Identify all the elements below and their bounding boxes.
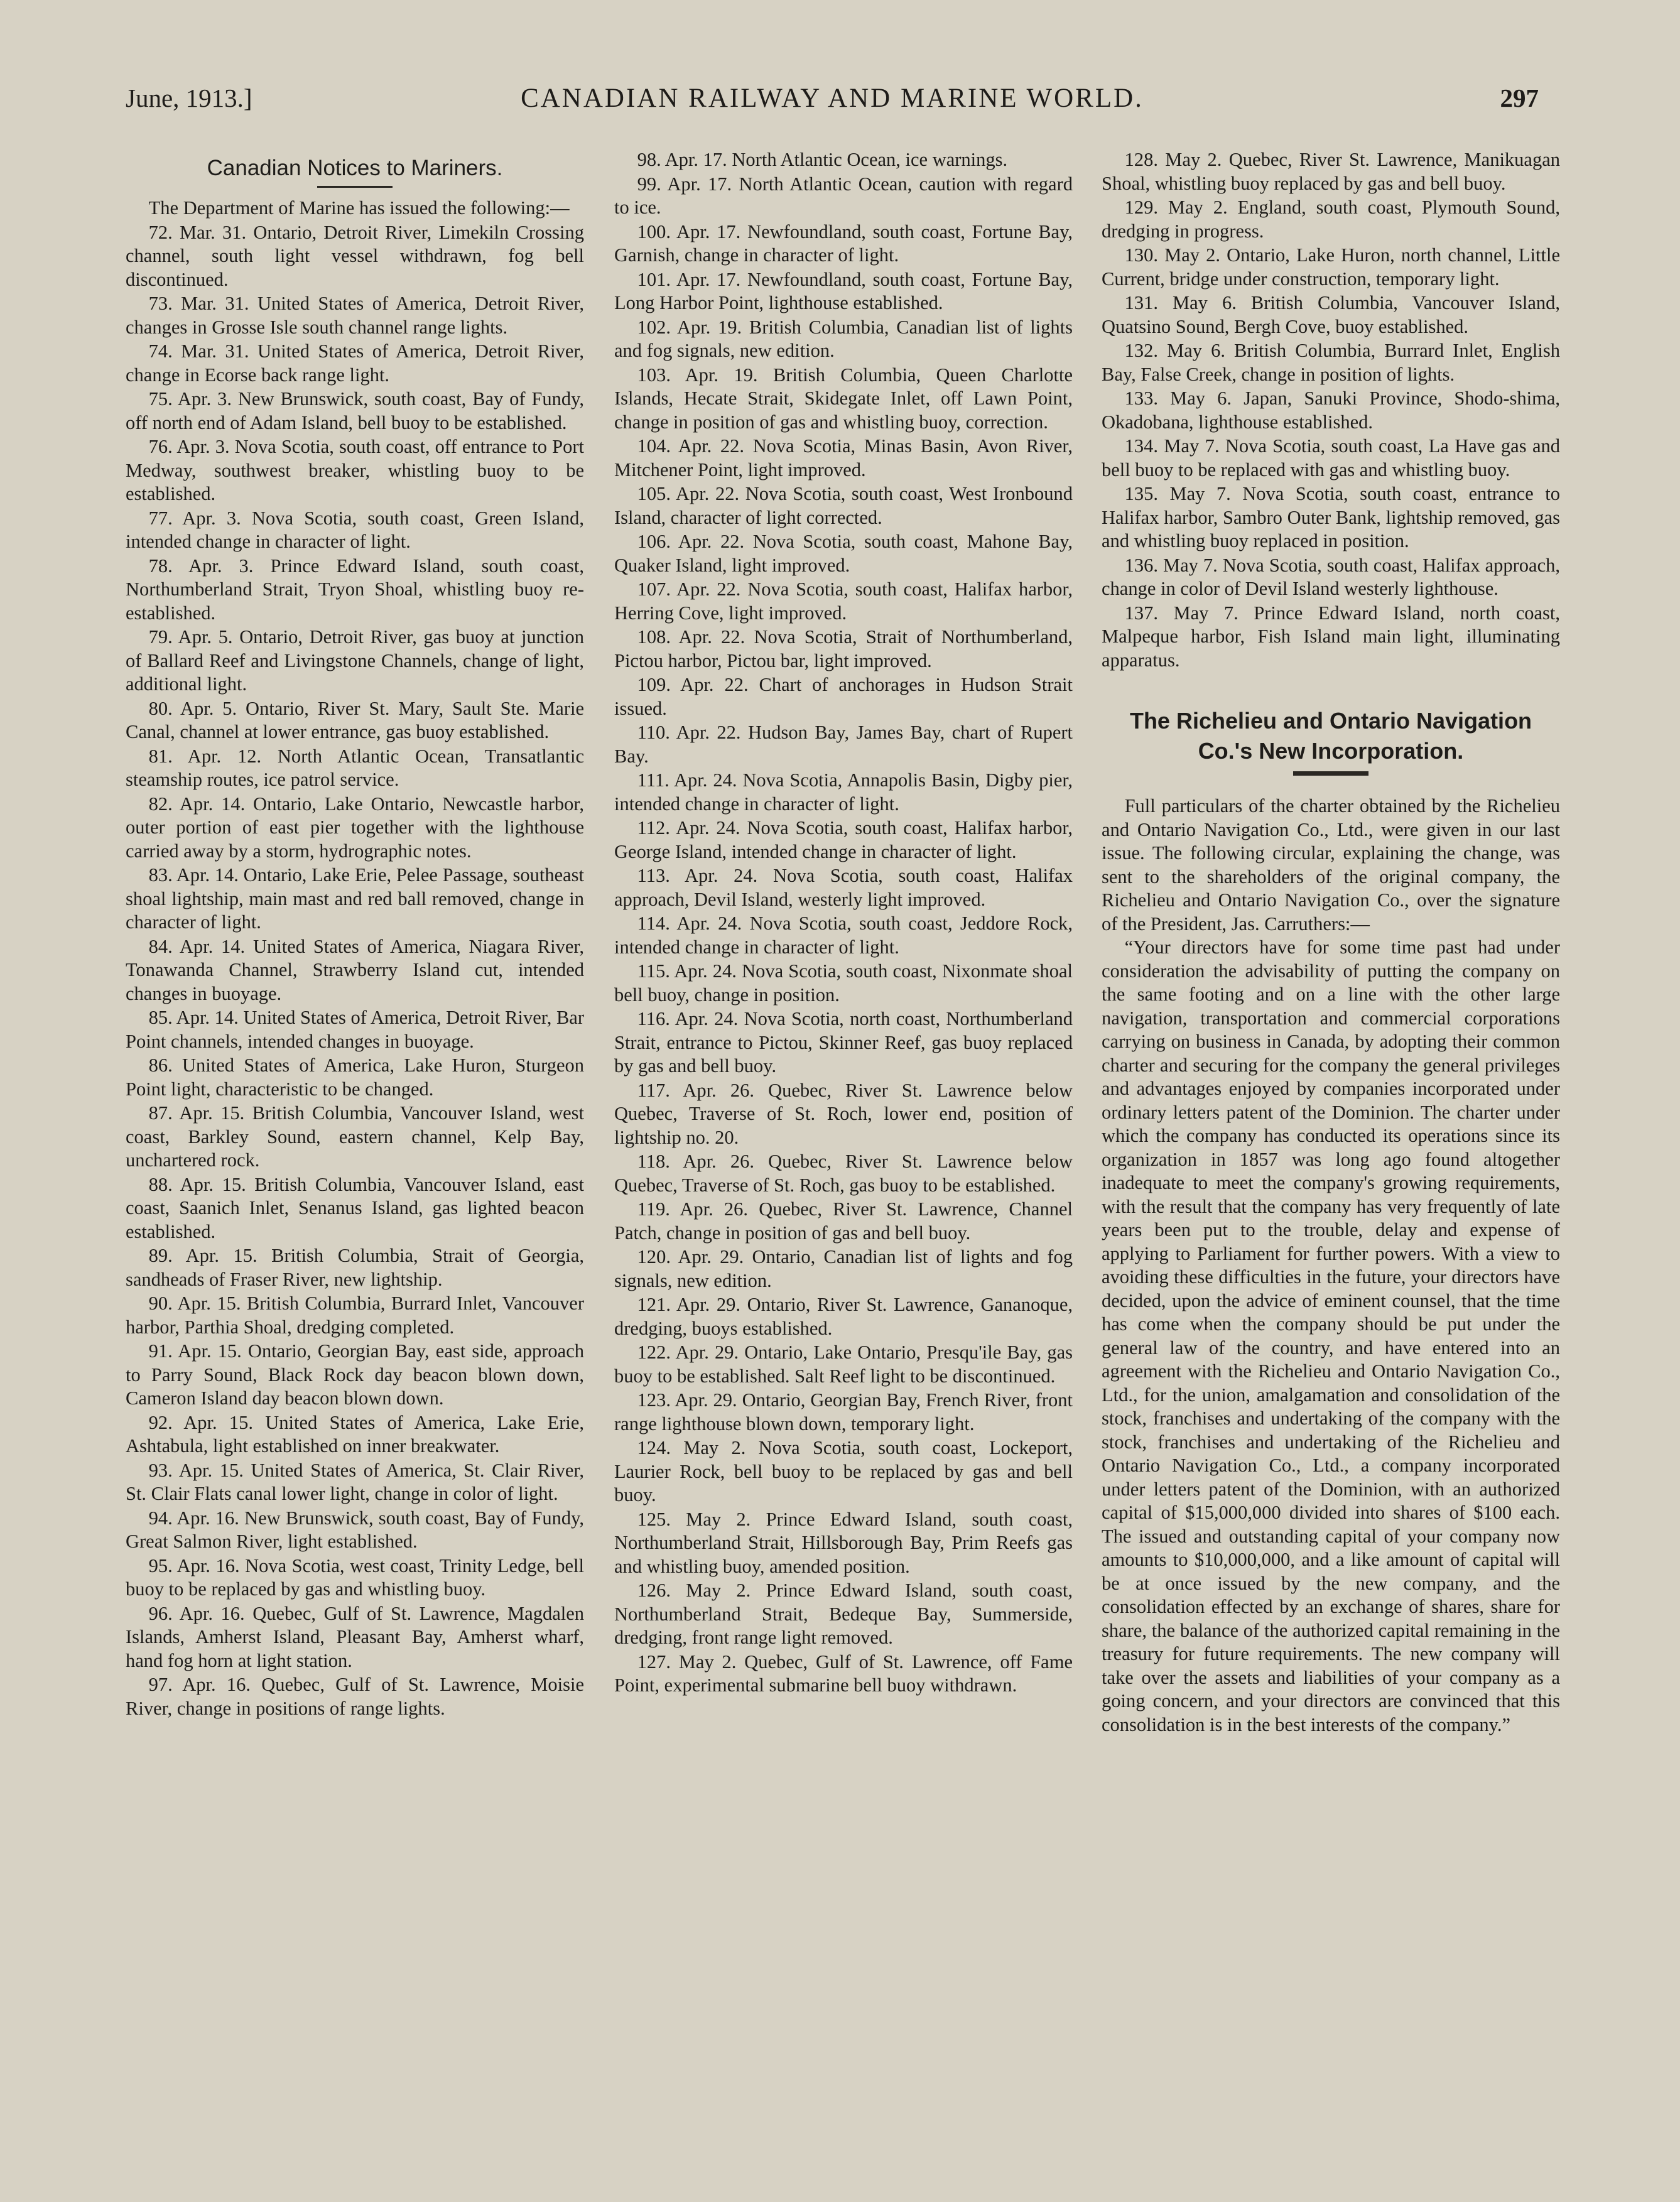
notice-item: 130. May 2. Ontario, Lake Huron, north channel, Little Current, bridge under construction, temporary light. (1102, 244, 1560, 290)
notice-item: 102. Apr. 19. British Columbia, Canadian list of lights and fog signals, new edition. (614, 316, 1073, 361)
notice-item: 73. Mar. 31. United States of America, Detroit River, changes in Grosse Isle south channel range lights. (126, 293, 584, 338)
notice-item: 127. May 2. Quebec, Gulf of St. Lawrence, off Fame Point, experimental submarine bell buoy withdrawn. (614, 1651, 1073, 1696)
notice-item: 129. May 2. England, south coast, Plymouth Sound, dredging in progress. (1102, 197, 1560, 242)
notice-item: 120. Apr. 29. Ontario, Canadian list of lights and fog signals, new edition. (614, 1246, 1073, 1291)
notice-item: 100. Apr. 17. Newfoundland, south coast, Fortune Bay, Garnish, change in character of light. (614, 220, 1073, 266)
notice-item: 126. May 2. Prince Edward Island, south coast, Northumberland Strait, Bedeque Bay, Summerside, dredging, front range light removed. (614, 1580, 1073, 1648)
notice-item: 137. May 7. Prince Edward Island, north coast, Malpeque harbor, Fish Island main light, illuminating apparatus. (1102, 602, 1560, 671)
column-3 (1102, 148, 1560, 1737)
notice-item: 99. Apr. 17. North Atlantic Ocean, caution with regard to ice. (614, 173, 1073, 218)
notice-item: 131. May 6. British Columbia, Vancouver Island, Quatsino Sound, Bergh Cove, buoy established. (1102, 292, 1560, 337)
notice-item: 85. Apr. 14. United States of America, Detroit River, Bar Point channels, intended changes in buoyage. (126, 1007, 584, 1052)
notice-item: 123. Apr. 29. Ontario, Georgian Bay, French River, front range lighthouse blown down, temporary light. (614, 1389, 1073, 1435)
notice-item: 121. Apr. 29. Ontario, River St. Lawrence, Gananoque, dredging, buoys established. (614, 1294, 1073, 1339)
notice-item: 118. Apr. 26. Quebec, River St. Lawrence below Quebec, Traverse of St. Roch, gas buoy to be established. (614, 1151, 1073, 1196)
notice-item: 103. Apr. 19. British Columbia, Queen Charlotte Islands, Hecate Strait, Skidegate Inlet, off Lawn Point, change in position of gas and whistling buoy, correction. (614, 364, 1073, 433)
notice-item: 122. Apr. 29. Ontario, Lake Ontario, Presqu'ile Bay, gas buoy to be established. Salt Reef light to be discontinued. (614, 1342, 1073, 1387)
notice-item: 77. Apr. 3. Nova Scotia, south coast, Green Island, intended change in character of light. (126, 507, 584, 552)
page-number: 297 (1500, 84, 1539, 112)
notices-title: Canadian Notices to Mariners. (207, 156, 503, 180)
notice-item: 74. Mar. 31. United States of America, Detroit River, change in Ecorse back range light. (126, 340, 584, 386)
notice-item: 88. Apr. 15. British Columbia, Vancouver Island, east coast, Saanich Inlet, Senanus Island, gas lighted beacon established. (126, 1173, 584, 1242)
notice-item: 119. Apr. 26. Quebec, River St. Lawrence, Channel Patch, change in position of gas and bell buoy. (614, 1198, 1073, 1244)
notice-item: 89. Apr. 15. British Columbia, Strait of Georgia, sandheads of Fraser River, new lightship. (126, 1245, 584, 1290)
notice-item: 109. Apr. 22. Chart of anchorages in Hudson Strait issued. (614, 674, 1073, 719)
notice-item: 95. Apr. 16. Nova Scotia, west coast, Trinity Ledge, bell buoy to be replaced by gas and whistling buoy. (126, 1554, 584, 1600)
publication-title: CANADIAN RAILWAY AND MARINE WORLD. (521, 84, 1144, 113)
notice-item: 97. Apr. 16. Quebec, Gulf of St. Lawrence, Moisie River, change in positions of range lights. (126, 1674, 584, 1719)
notice-item: 78. Apr. 3. Prince Edward Island, south coast, Northumberland Strait, Tryon Shoal, whistling buoy re-established. (126, 555, 584, 624)
notice-item: 115. Apr. 24. Nova Scotia, south coast, Nixonmate shoal bell buoy, change in position. (614, 960, 1073, 1006)
notice-item: 80. Apr. 5. Ontario, River St. Mary, Sault Ste. Marie Canal, channel at lower entrance, gas buoy established. (126, 697, 584, 742)
notice-item: 98. Apr. 17. North Atlantic Ocean, ice warnings. (637, 149, 1008, 170)
notice-item: 125. May 2. Prince Edward Island, south coast, Northumberland Strait, Hillsborough Bay, Prim Reefs gas and whistling buoy, amended position. (614, 1508, 1073, 1577)
notice-item: 101. Apr. 17. Newfoundland, south coast, Fortune Bay, Long Harbor Point, lighthouse established. (614, 268, 1073, 313)
notice-item: 93. Apr. 15. United States of America, St. Clair River, St. Clair Flats canal lower light, change in color of light. (126, 1459, 584, 1504)
notice-item: 135. May 7. Nova Scotia, south coast, entrance to Halifax harbor, Sambro Outer Bank, lightship removed, gas and whistling buoy replaced in position. (1102, 483, 1560, 551)
issue-date: June, 1913.] (126, 84, 252, 112)
notice-item: 82. Apr. 14. Ontario, Lake Ontario, Newcastle harbor, outer portion of east pier together with the lighthouse carried away by a storm, hydrographic notes. (126, 793, 584, 862)
richelieu-paragraph: “Your directors have for some time past had under consideration the advisability of putting the company on the same footing and on a line with the other large navigation, transportation and commercial corporations carrying on business in Canada, by adopting their common charter and securing for the company the general privileges and advantages enjoyed by companies incorporated under ordinary letters patent of the Dominion. The charter under which the company has conducted its operations since its organization in 1857 was long ago found altogether inadequate to meet the company's growing requirements, with the result that the company has very frequently of late years been put to the trouble, delay and expense of applying to Parliament for further powers. With a view to avoiding these difficulties in the future, your directors have decided, upon the advice of eminent counsel, that the time has come when the company should be put under the general law of the country, and have entered into an agreement with the Richelieu and Ontario Navigation Co., Ltd., for the union, amalgamation and consolidation of the stock, franchises and undertaking of the company with the stock, franchises and undertaking of the Richelieu and Ontario Navigation Co., Ltd., a company incorporated under letters patent of the Dominion, with an authorized capital of $15,000,000 divided into shares of $100 each. The issued and outstanding capital of your company now amounts to $10,000,000, and a like amount of capital will be at once issued by the new company, and the consolidation effected by an exchange of shares, share for share, the balance of the authorized capital remaining in the treasury for future requirements. The new company will take over the assets and liabilities of your company as a going concern, and your directors are convinced that this consolidation is in the best interests of the company.” (1102, 936, 1560, 1735)
richelieu-title-line-2: Co.'s New Incorporation. (1198, 738, 1464, 764)
notice-item: 111. Apr. 24. Nova Scotia, Annapolis Basin, Digby pier, intended change in character of light. (614, 769, 1073, 815)
notice-item: 112. Apr. 24. Nova Scotia, south coast, Halifax harbor, George Island, intended change in character of light. (614, 817, 1073, 862)
notice-item: 86. United States of America, Lake Huron, Sturgeon Point light, characteristic to be changed. (126, 1055, 584, 1100)
notice-item: 79. Apr. 5. Ontario, Detroit River, gas buoy at junction of Ballard Reef and Livingstone Channels, change of light, additional light. (126, 626, 584, 695)
notice-item: 107. Apr. 22. Nova Scotia, south coast, Halifax harbor, Herring Cove, light improved. (614, 578, 1073, 624)
notice-item: 92. Apr. 15. United States of America, Lake Erie, Ashtabula, light established on inner breakwater. (126, 1411, 584, 1456)
notice-item: 76. Apr. 3. Nova Scotia, south coast, off entrance to Port Medway, southwest breaker, whistling buoy to be established. (126, 436, 584, 504)
notice-item: 90. Apr. 15. British Columbia, Burrard Inlet, Vancouver harbor, Parthia Shoal, dredging completed. (126, 1293, 584, 1338)
richelieu-paragraph: Full particulars of the charter obtained by the Richelieu and Ontario Navigation Co., Ltd., were given in our last issue. The following circular, explaining the change, was sent to the shareholders of the original company, the Richelieu and Ontario Navigation Co., over the signature of the President, Jas. Carruthers:— (1102, 795, 1560, 935)
notice-item: 134. May 7. Nova Scotia, south coast, La Have gas and bell buoy to be replaced with gas and whistling buoy. (1102, 435, 1560, 480)
notice-item: 133. May 6. Japan, Sanuki Province, Shodo-shima, Okadobana, lighthouse established. (1102, 388, 1560, 433)
notice-item: 87. Apr. 15. British Columbia, Vancouver Island, west coast, Barkley Sound, eastern channel, Kelp Bay, unchartered rock. (126, 1102, 584, 1171)
notice-item: 94. Apr. 16. New Brunswick, south coast, Bay of Fundy, Great Salmon River, light established. (126, 1507, 584, 1552)
richelieu-title-rule (1293, 771, 1368, 776)
notice-item: 128. May 2. Quebec, River St. Lawrence, Manikuagan Shoal, whistling buoy replaced by gas and bell buoy. (1102, 149, 1560, 194)
notice-item: 106. Apr. 22. Nova Scotia, south coast, Mahone Bay, Quaker Island, light improved. (614, 531, 1073, 576)
notice-item: 72. Mar. 31. Ontario, Detroit River, Limekiln Crossing channel, south light vessel withdrawn, fog bell discontinued. (126, 221, 584, 290)
notice-item: 81. Apr. 12. North Atlantic Ocean, Transatlantic steamship routes, ice patrol service. (126, 745, 584, 790)
notice-item: 110. Apr. 22. Hudson Bay, James Bay, chart of Rupert Bay. (614, 722, 1073, 767)
notice-item: 105. Apr. 22. Nova Scotia, south coast, West Ironbound Island, character of light corrected. (614, 483, 1073, 528)
notice-item: 96. Apr. 16. Quebec, Gulf of St. Lawrence, Magdalen Islands, Amherst Island, Pleasant Bay, Amherst wharf, hand fog horn at light station. (126, 1602, 584, 1671)
notice-item: 84. Apr. 14. United States of America, Niagara River, Tonawanda Channel, Strawberry Island cut, intended changes in buoyage. (126, 935, 584, 1004)
richelieu-title-line-1: The Richelieu and Ontario Navigation (1129, 708, 1532, 734)
column-2 (614, 148, 1073, 1698)
notices-intro: The Department of Marine has issued the following:— (148, 197, 570, 219)
notice-item: 91. Apr. 15. Ontario, Georgian Bay, east side, approach to Parry Sound, Black Rock day beacon blown down, Cameron Island day beacon blown down. (126, 1340, 584, 1409)
notice-item: 113. Apr. 24. Nova Scotia, south coast, Halifax approach, Devil Island, westerly light improved. (614, 865, 1073, 910)
richelieu-title (1102, 706, 1560, 766)
column-1 (126, 148, 584, 1721)
notice-item: 116. Apr. 24. Nova Scotia, north coast, Northumberland Strait, entrance to Pictou, Skinner Reef, gas buoy replaced by gas and bell buoy. (614, 1008, 1073, 1077)
notice-item: 108. Apr. 22. Nova Scotia, Strait of Northumberland, Pictou harbor, Pictou bar, light improved. (614, 626, 1073, 671)
page-header (126, 83, 1539, 121)
notice-item: 132. May 6. British Columbia, Burrard Inlet, English Bay, False Creek, change in position of lights. (1102, 340, 1560, 385)
notice-item: 114. Apr. 24. Nova Scotia, south coast, Jeddore Rock, intended change in character of light. (614, 913, 1073, 958)
title-rule (317, 186, 393, 188)
notice-item: 124. May 2. Nova Scotia, south coast, Lockeport, Laurier Rock, bell buoy to be replaced by gas and bell buoy. (614, 1437, 1073, 1505)
notice-item: 117. Apr. 26. Quebec, River St. Lawrence below Quebec, Traverse of St. Roch, lower end, position of lightship no. 20. (614, 1079, 1073, 1148)
notice-item: 104. Apr. 22. Nova Scotia, Minas Basin, Avon River, Mitchener Point, light improved. (614, 435, 1073, 480)
notice-item: 83. Apr. 14. Ontario, Lake Erie, Pelee Passage, southeast shoal lightship, main mast and red ball removed, change in character of light. (126, 864, 584, 933)
notice-item: 75. Apr. 3. New Brunswick, south coast, Bay of Fundy, off north end of Adam Island, bell buoy to be established. (126, 388, 584, 433)
notice-item: 136. May 7. Nova Scotia, south coast, Halifax approach, change in color of Devil Island westerly lighthouse. (1102, 554, 1560, 599)
